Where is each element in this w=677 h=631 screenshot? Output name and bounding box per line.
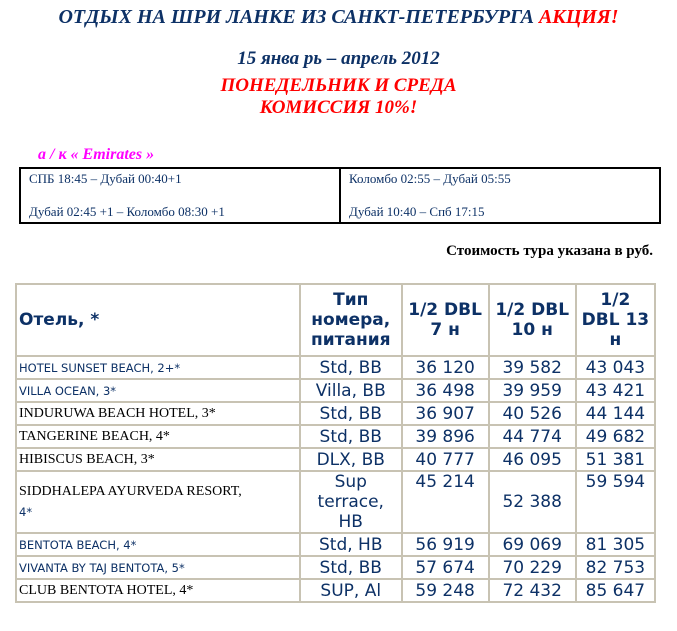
- price-13n: 51 381: [576, 448, 655, 471]
- flight-segment: Дубай 10:40 – Спб 17:15: [349, 204, 485, 219]
- table-row: [16, 356, 655, 379]
- col-10-nights: 1/2 DBL 10 н: [489, 284, 576, 356]
- room-type: Std, BB: [300, 556, 402, 579]
- return-flights: [340, 168, 660, 223]
- price-7n: 56 919: [402, 533, 489, 556]
- price-7n: 39 896: [402, 425, 489, 448]
- price-10n: 46 095: [489, 448, 576, 471]
- price-13n: 59 594: [576, 471, 655, 533]
- price-7n: 36 120: [402, 356, 489, 379]
- flight-schedule: [19, 167, 661, 224]
- price-10n: 69 069: [489, 533, 576, 556]
- hotel-name: HIBISCUS BEACH, 3*: [16, 448, 300, 471]
- price-13n: 43 043: [576, 356, 655, 379]
- table-row: [16, 556, 655, 579]
- price-13n: 43 421: [576, 379, 655, 402]
- hotel-name: INDURUWA BEACH HOTEL, 3*: [16, 402, 300, 425]
- price-7n: 40 777: [402, 448, 489, 471]
- price-table: [15, 283, 656, 603]
- room-type: Std, BB: [300, 402, 402, 425]
- room-type: Std, BB: [300, 356, 402, 379]
- hotel-name: CLUB BENTOTA HOTEL, 4*: [16, 579, 300, 602]
- price-10n: 72 432: [489, 579, 576, 602]
- outbound-flights: [20, 168, 340, 223]
- room-type: DLX, BB: [300, 448, 402, 471]
- price-7n: 45 214: [402, 471, 489, 533]
- table-header-row: [16, 284, 655, 356]
- hotel-name: VIVANTA BY TAJ BENTOTA, 5*: [16, 556, 300, 579]
- price-13n: 49 682: [576, 425, 655, 448]
- col-room-type: Тип номера, питания: [300, 284, 402, 356]
- price-10n: 70 229: [489, 556, 576, 579]
- price-13n: 85 647: [576, 579, 655, 602]
- table-row: [16, 402, 655, 425]
- col-13-nights: 1/2 DBL 13 н: [576, 284, 655, 356]
- room-type: Sup terrace, HB: [300, 471, 402, 533]
- flight-segment: Коломбо 02:55 – Дубай 05:55: [349, 171, 511, 186]
- hotel-name: BENTOTA BEACH, 4*: [16, 533, 300, 556]
- table-row: [16, 471, 655, 533]
- price-note: Стоимость тура указана в руб.: [446, 243, 653, 259]
- flight-segment: Дубай 02:45 +1 – Коломбо 08:30 +1: [29, 204, 225, 219]
- col-hotel: Отель, *: [16, 284, 300, 356]
- price-7n: 59 248: [402, 579, 489, 602]
- hotel-name: HOTEL SUNSET BEACH, 2+*: [16, 356, 300, 379]
- title-text: ОТДЫХ НА ШРИ ЛАНКЕ ИЗ САНКТ-ПЕТЕРБУРГА: [58, 6, 534, 28]
- table-row: [16, 448, 655, 471]
- departure-days: ПОНЕДЕЛЬНИК И СРЕДА: [220, 75, 457, 96]
- hotel-stars: 4*: [19, 504, 33, 519]
- hotel-name: TANGERINE BEACH, 4*: [16, 425, 300, 448]
- date-range: 15 янва рь – апрель 2012: [237, 48, 440, 69]
- price-10n: 39 959: [489, 379, 576, 402]
- hotel-name-text: SIDDHALEPA AYURVEDA RESORT,: [19, 483, 242, 499]
- table-row: [16, 533, 655, 556]
- room-type: Std, HB: [300, 533, 402, 556]
- flight-segment: СПБ 18:45 – Дубай 00:40+1: [29, 171, 182, 186]
- room-type: Villa, BB: [300, 379, 402, 402]
- promo-label: АКЦИЯ!: [538, 6, 619, 28]
- price-10n: 44 774: [489, 425, 576, 448]
- table-row: [16, 425, 655, 448]
- commission: КОМИССИЯ 10%!: [259, 97, 418, 118]
- room-type: SUP, Al: [300, 579, 402, 602]
- price-7n: 57 674: [402, 556, 489, 579]
- room-type: Std, BB: [300, 425, 402, 448]
- price-13n: 81 305: [576, 533, 655, 556]
- price-10n: 52 388: [489, 471, 576, 533]
- col-7-nights: 1/2 DBL 7 н: [402, 284, 489, 356]
- price-7n: 36 907: [402, 402, 489, 425]
- hotel-name: VILLA OCEAN, 3*: [16, 379, 300, 402]
- hotel-name: [16, 471, 300, 533]
- price-10n: 39 582: [489, 356, 576, 379]
- table-row: [16, 379, 655, 402]
- airline-label: а / к « Emirates »: [38, 146, 155, 163]
- table-row: [16, 579, 655, 602]
- price-13n: 44 144: [576, 402, 655, 425]
- price-13n: 82 753: [576, 556, 655, 579]
- price-7n: 36 498: [402, 379, 489, 402]
- price-10n: 40 526: [489, 402, 576, 425]
- page-title: [0, 6, 677, 29]
